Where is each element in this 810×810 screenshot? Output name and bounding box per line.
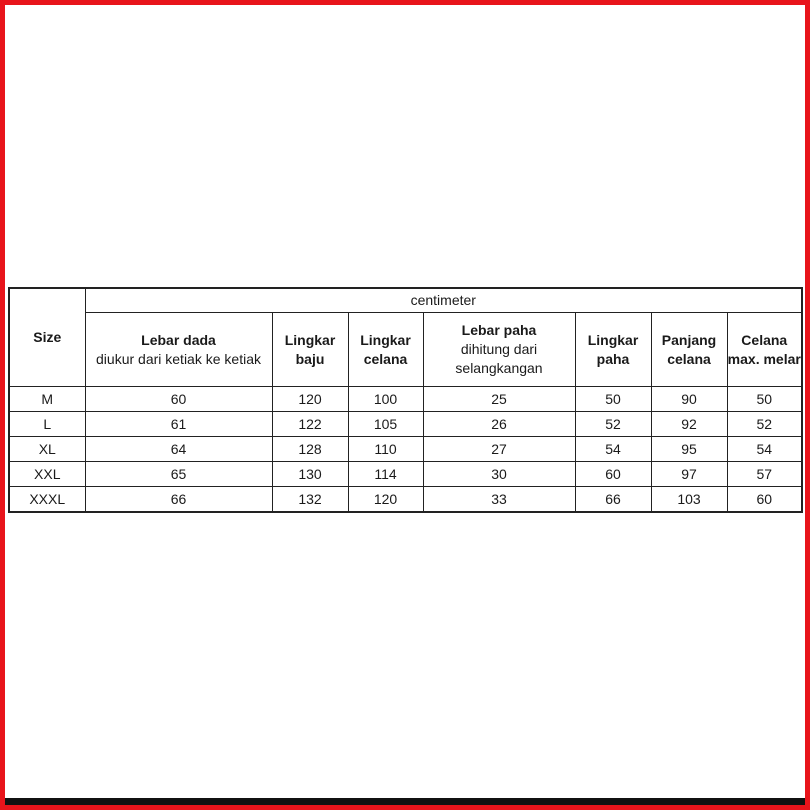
measurement-cell: 65 <box>85 462 272 487</box>
column-header <box>85 313 272 387</box>
size-chart-table <box>8 287 803 513</box>
measurement-cell: 54 <box>575 437 651 462</box>
measurement-cell: 61 <box>85 412 272 437</box>
size-cell: M <box>9 387 85 412</box>
measurement-cell: 27 <box>423 437 575 462</box>
size-cell: L <box>9 412 85 437</box>
table-row <box>9 437 802 462</box>
column-title: Lingkar celana <box>360 331 411 367</box>
column-header <box>651 313 727 387</box>
measurement-cell: 103 <box>651 487 727 513</box>
measurement-cell: 122 <box>272 412 348 437</box>
measurement-cell: 33 <box>423 487 575 513</box>
column-header <box>423 313 575 387</box>
measurement-cell: 26 <box>423 412 575 437</box>
column-header <box>272 313 348 387</box>
table-row <box>9 387 802 412</box>
column-header <box>575 313 651 387</box>
measurement-cell: 110 <box>348 437 423 462</box>
measurement-cell: 52 <box>727 412 802 437</box>
size-rows <box>9 387 802 513</box>
unit-header: centimeter <box>85 288 802 313</box>
size-header: Size <box>9 288 85 387</box>
measurement-cell: 30 <box>423 462 575 487</box>
column-title: Lebar paha <box>461 322 537 338</box>
column-header-row <box>9 313 802 387</box>
measurement-cell: 60 <box>575 462 651 487</box>
measurement-cell: 90 <box>651 387 727 412</box>
table-row <box>9 487 802 513</box>
measurement-cell: 50 <box>727 387 802 412</box>
column-title: Celana max. melar <box>727 331 801 367</box>
measurement-cell: 120 <box>272 387 348 412</box>
size-cell: XXXL <box>9 487 85 513</box>
column-title: Lingkar baju <box>284 331 336 367</box>
measurement-cell: 114 <box>348 462 423 487</box>
size-cell: XXL <box>9 462 85 487</box>
measurement-cell: 105 <box>348 412 423 437</box>
measurement-cell: 60 <box>727 487 802 513</box>
measurement-cell: 66 <box>575 487 651 513</box>
size-cell: XL <box>9 437 85 462</box>
bottom-bar <box>5 798 805 805</box>
table-row <box>9 462 802 487</box>
table-row <box>9 412 802 437</box>
column-subtitle: dihitung dari selangkangan <box>455 341 543 376</box>
column-title: Lingkar paha <box>587 331 639 367</box>
measurement-cell: 128 <box>272 437 348 462</box>
measurement-cell: 66 <box>85 487 272 513</box>
measurement-cell: 120 <box>348 487 423 513</box>
measurement-cell: 60 <box>85 387 272 412</box>
column-title: Lebar dada <box>141 331 216 348</box>
column-title: Panjang celana <box>661 331 717 367</box>
measurement-cell: 92 <box>651 412 727 437</box>
measurement-cell: 97 <box>651 462 727 487</box>
measurement-cell: 130 <box>272 462 348 487</box>
measurement-cell: 50 <box>575 387 651 412</box>
column-header <box>727 313 802 387</box>
measurement-cell: 64 <box>85 437 272 462</box>
measurement-cell: 54 <box>727 437 802 462</box>
measurement-cell: 52 <box>575 412 651 437</box>
measurement-cell: 25 <box>423 387 575 412</box>
measurement-cell: 57 <box>727 462 802 487</box>
measurement-cell: 100 <box>348 387 423 412</box>
measurement-cell: 95 <box>651 437 727 462</box>
column-subtitle: diukur dari ketiak ke ketiak <box>96 350 261 367</box>
measurement-cell: 132 <box>272 487 348 513</box>
column-header <box>348 313 423 387</box>
